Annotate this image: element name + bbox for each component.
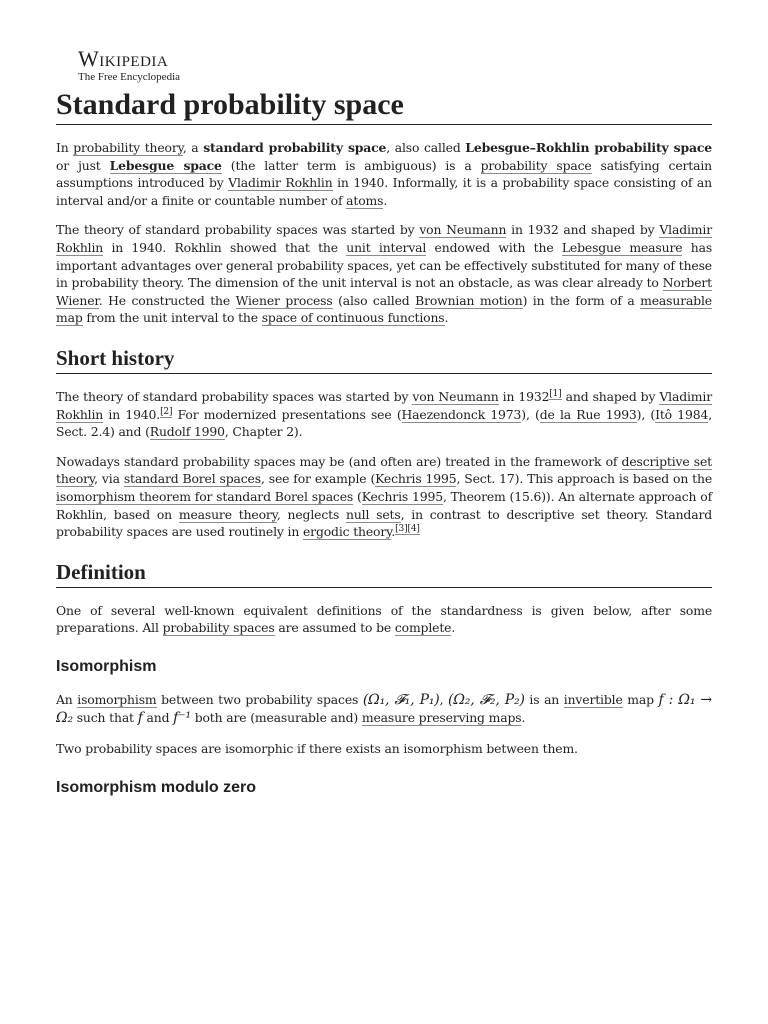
link-rudolf-1990[interactable]: Rudolf 1990	[149, 424, 225, 440]
math-map-f: f : Ω₁ → Ω₂	[56, 691, 712, 727]
link-measurable[interactable]: measurable	[640, 292, 712, 308]
term-standard-probability-space: standard probability space	[203, 140, 387, 155]
link-map[interactable]: map	[56, 310, 83, 326]
citation-4[interactable]: [4]	[407, 524, 420, 535]
link-invertible[interactable]: invertible	[563, 691, 623, 707]
term-lebesgue-rokhlin: Lebesgue–Rokhlin probability space	[465, 140, 712, 155]
logo-wordmark: Wikipedia	[78, 46, 169, 71]
link-norbert-wiener[interactable]: Norbert Wiener	[56, 275, 712, 308]
link-atoms[interactable]: atoms	[346, 192, 384, 208]
link-vladimir-rokhlin[interactable]: Vladimir Rokhlin	[228, 175, 333, 191]
link-probability-spaces[interactable]: probability spaces	[162, 620, 275, 636]
link-isomorphism[interactable]: isomorphism	[77, 691, 157, 707]
link-unit-interval[interactable]: unit interval	[346, 239, 427, 255]
citation-2[interactable]: [2]	[160, 406, 173, 417]
logo-tagline: The Free Encyclopedia	[78, 71, 181, 83]
link-ito-1984[interactable]: Itô 1984	[655, 406, 709, 422]
page-title: Standard probability space	[56, 88, 712, 125]
wikipedia-logo[interactable]	[56, 48, 712, 86]
isomorphism-paragraph-1: An isomorphism between two probability spaces (Ω₁, 𝓕₁, P₁), (Ω₂, 𝓕₂, P₂) is an invertible map f : Ω₁ → Ω₂ such that f and f⁻¹ both are (measurable and) measure preserving maps.	[56, 691, 712, 727]
link-von-neumann[interactable]: von Neumann	[412, 388, 499, 404]
link-descriptive-set-theory[interactable]: descriptive set theory	[56, 453, 712, 487]
isomorphism-paragraph-2: Two probability spaces are isomorphic if there exists an isomorphism between them.	[56, 741, 578, 757]
history-paragraph-2: Nowadays standard probability spaces may be (and often are) treated in the framework of descriptive set theory, via standard Borel spaces, see for example (Kechris 1995, Sect. 17). This approach is based on the isomorphism theorem for standard Borel spaces (Kechris 1995, Theorem (15.6)). An alternate approach of Rokhlin, based on measure theory, neglects null sets, in contrast to descriptive set theory. Standard probability spaces are used routinely in ergodic theory.[3][4]	[56, 453, 713, 540]
citation-3[interactable]: [3]	[395, 524, 408, 535]
link-measure-preserving-maps[interactable]: measure preserving maps	[361, 710, 522, 726]
heading-short-history: Short history	[56, 345, 712, 374]
link-vladimir-rokhlin[interactable]: Vladimir Rokhlin	[56, 222, 712, 255]
link-null-sets[interactable]: null sets	[346, 506, 401, 522]
link-lebesgue-space[interactable]: Lebesgue space	[109, 157, 222, 173]
link-probability-theory[interactable]: probability theory	[73, 140, 183, 155]
link-vladimir-rokhlin[interactable]: Vladimir Rokhlin	[56, 388, 712, 422]
link-complete[interactable]: complete	[394, 620, 452, 636]
link-wiener-process[interactable]: Wiener process	[235, 292, 333, 308]
link-measure-theory[interactable]: measure theory	[178, 506, 277, 522]
link-kechris-1995[interactable]: Kechris 1995	[375, 471, 457, 487]
link-kechris-1995[interactable]: Kechris 1995	[361, 488, 443, 504]
definition-paragraph: One of several well-known equivalent definitions of the standardness is given below, after some preparations. All probability spaces are assumed to be complete.	[56, 602, 712, 636]
link-isomorphism-theorem[interactable]: isomorphism theorem for standard Borel spaces	[56, 488, 354, 504]
link-brownian-motion[interactable]: Brownian motion	[415, 292, 523, 308]
heading-isomorphism: Isomorphism	[56, 657, 157, 675]
link-de-la-rue-1993[interactable]: de la Rue 1993	[539, 406, 637, 422]
intro-paragraph: In probability theory, a standard probability space, also called Lebesgue–Rokhlin probability space or just Lebesgue space (the latter term is ambiguous) is a probability space satisfying certain assumptions introduced by Vladimir Rokhlin in 1940. Informally, it is a probability space consisting of an interval and/or a finite or countable number of atoms.	[56, 140, 712, 208]
article-page	[56, 48, 712, 812]
link-probability-space[interactable]: probability space	[480, 157, 592, 173]
link-ergodic-theory[interactable]: ergodic theory	[303, 524, 392, 540]
math-f-inverse: f⁻¹	[173, 710, 191, 727]
math-space-2: (Ω₂, 𝓕₂, P₂)	[448, 691, 525, 708]
link-von-neumann[interactable]: von Neumann	[419, 222, 507, 238]
link-standard-borel-spaces[interactable]: standard Borel spaces	[123, 471, 261, 487]
second-paragraph: The theory of standard probability spaces was started by von Neumann in 1932 and shaped by Vladimir Rokhlin in 1940. Rokhlin showed that the unit interval endowed with the Lebesgue measure has important advantages over general probability spaces, yet can be effectively substituted for many of these in probability theory. The dimension of the unit interval is not an obstacle, as was clear already to Norbert Wiener. He constructed the Wiener process (also called Brownian motion) in the form of a measurable map from the unit interval to the space of continuous functions.	[56, 222, 713, 326]
heading-definition: Definition	[56, 559, 712, 588]
link-space-of-continuous-functions[interactable]: space of continuous functions	[261, 310, 445, 326]
link-lebesgue-measure[interactable]: Lebesgue measure	[561, 239, 683, 255]
math-f: f	[137, 710, 143, 727]
heading-isomorphism-modulo-zero: Isomorphism modulo zero	[56, 778, 257, 796]
link-haezendonck-1973[interactable]: Haezendonck 1973	[401, 406, 522, 422]
history-paragraph-1: The theory of standard probability spaces was started by von Neumann in 1932[1] and shaped by Vladimir Rokhlin in 1940.[2] For modernized presentations see (Haezendonck 1973), (de la Rue 1993), (Itô 1984, Sect. 2.4) and (Rudolf 1990, Chapter 2).	[56, 388, 712, 440]
math-space-1: (Ω₁, 𝓕₁, P₁)	[362, 691, 440, 708]
citation-1[interactable]: [1]	[549, 388, 562, 399]
